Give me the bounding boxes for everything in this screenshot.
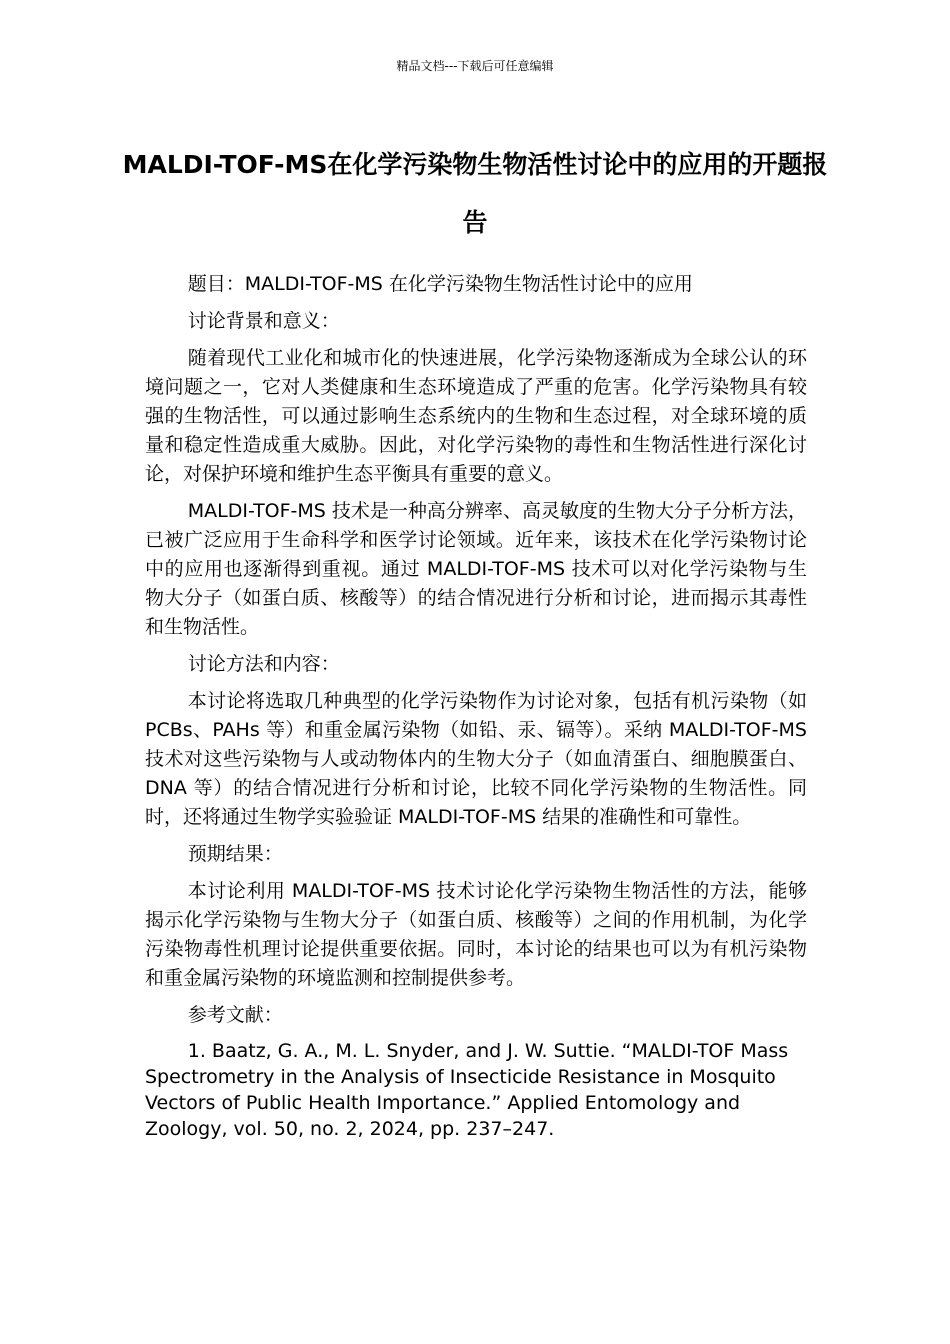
references-heading: 参考文献： xyxy=(187,1004,283,1026)
methods-paragraph: 本讨论将选取几种典型的化学污染物作为讨论对象，包括有机污染物（如 PCBs、PAHs 等）和重金属污染物（如铅、汞、镉等）。采纳 MALDI-TOF-MS 技术对这些污染物与人或动物体内的生物大分子（如血清蛋白、细胞膜蛋白、DNA 等）的结合情况进行分析和讨论，比较不同化学污染物的生物活性。同时，还将通过生物学实验验证 MALDI-TOF-MS 结果的准确性和可靠性。 xyxy=(145,690,807,828)
background-paragraph-2: MALDI-TOF-MS 技术是一种高分辨率、高灵敏度的生物大分子分析方法，已被广泛应用于生命科学和医学讨论领域。近年来，该技术在化学污染物讨论中的应用也逐渐得到重视。通过 MALDI-TOF-MS 技术可以对化学污染物与生物大分子（如蛋白质、核酸等）的结合情况进行分析和讨论，进而揭示其毒性和生物活性。 xyxy=(145,500,807,638)
topic-line: 题目：MALDI-TOF-MS 在化学污染物生物活性讨论中的应用 xyxy=(187,273,693,295)
results-heading: 预期结果： xyxy=(187,843,283,865)
reference-item-1: 1. Baatz, G. A., M. L. Snyder, and J. W. Suttie. “MALDI-TOF Mass Spectrometry in the Analysis of Insecticide Resistance in Mosquito Vectors of Public Health Importance.” Applied Entomology and Zoology, vol. 50, no. 2, 2024, pp. 237–247. xyxy=(145,1040,789,1140)
results-paragraph: 本讨论利用 MALDI-TOF-MS 技术讨论化学污染物生物活性的方法，能够揭示化学污染物与生物大分子（如蛋白质、核酸等）之间的作用机制，为化学污染物毒性机理讨论提供重要依据。同时，本讨论的结果也可以为有机污染物和重金属污染物的环境监测和控制提供参考。 xyxy=(145,880,807,989)
header-note: 精品文档---下载后可任意编辑 xyxy=(396,59,554,73)
document-title: MALDI-TOF-MS在化学污染物生物活性讨论中的应用的开题报告 xyxy=(122,150,828,237)
background-paragraph-1: 随着现代工业化和城市化的快速进展，化学污染物逐渐成为全球公认的环境问题之一，它对人类健康和生态环境造成了严重的危害。化学污染物具有较强的生物活性，可以通过影响生态系统内的生物和生态过程，对全球环境的质量和稳定性造成重大威胁。因此，对化学污染物的毒性和生物活性进行深化讨论，对保护环境和维护生态平衡具有重要的意义。 xyxy=(145,347,807,485)
document-body xyxy=(145,270,807,1150)
methods-heading: 讨论方法和内容： xyxy=(187,653,340,675)
background-heading: 讨论背景和意义： xyxy=(187,310,340,332)
